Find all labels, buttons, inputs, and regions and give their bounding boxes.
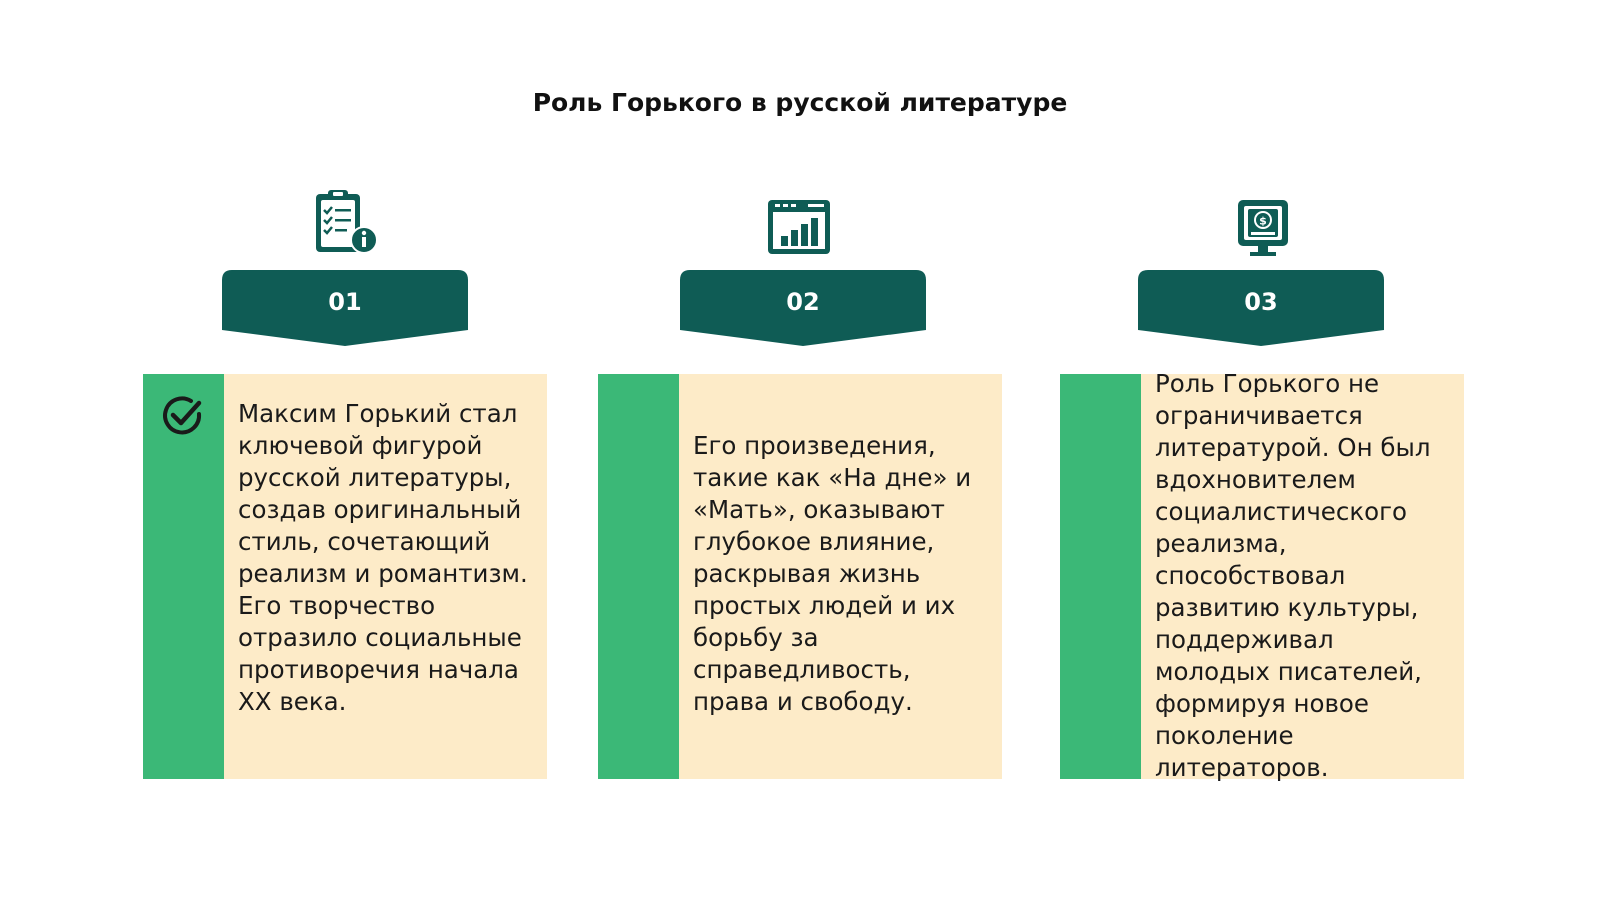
step-badge-03: [1138, 270, 1384, 346]
check-circle-icon: [161, 394, 205, 438]
panel-text: Роль Горького не ограничивается литературой. Он был вдохновителем социалистического реализма, способствовал развитию культуры, поддерживал молодых писателей, формируя новое поколение литераторов.: [1155, 369, 1431, 782]
step-number: 03: [1244, 288, 1278, 316]
step-badge-02: [680, 270, 926, 346]
clipboard-checklist-info-icon: [310, 188, 380, 258]
info-panel-02: [598, 374, 1002, 779]
panel-text: Его произведения, такие как «На дне» и «Мать», оказывают глубокое влияние, раскрывая жизнь простых людей и их борьбу за справедливость, права и свободу.: [693, 431, 972, 716]
page-title: Роль Горького в русской литературе: [532, 88, 1068, 117]
svg-text:$: $: [1259, 214, 1267, 228]
accent-strip: [1060, 374, 1141, 779]
accent-strip: [598, 374, 679, 779]
info-panel-01: [143, 374, 547, 779]
step-number: 01: [328, 288, 362, 316]
step-number: 02: [786, 288, 820, 316]
dollar-monitor-icon: [1236, 198, 1306, 268]
panel-text: Максим Горький стал ключевой фигурой русской литературы, создав оригинальный стиль, сочетающий реализм и романтизм. Его творчество отразило социальные противоречия начала XX века.: [238, 399, 528, 716]
bar-chart-window-icon: [766, 198, 836, 268]
step-badge-01: [222, 270, 468, 346]
info-panel-03: [1060, 369, 1464, 782]
